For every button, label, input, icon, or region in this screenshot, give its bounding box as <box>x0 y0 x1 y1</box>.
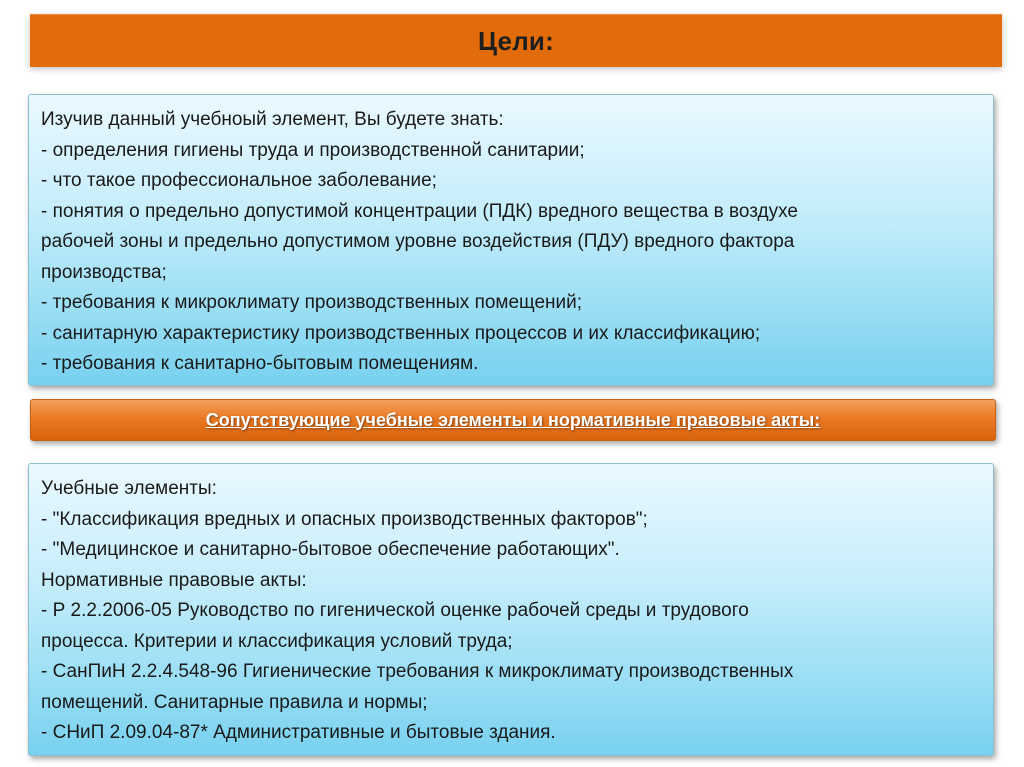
related-item-continued: помещений. Санитарные правила и нормы; <box>41 691 428 713</box>
goals-item: - требования к микроклимату производственных помещений; <box>41 292 583 313</box>
goals-item: - определения гигиены труда и производственной санитарии; <box>41 139 585 161</box>
title-bar <box>30 14 1002 67</box>
related-item: - "Классификация вредных и опасных производственных факторов"; <box>41 508 648 530</box>
goals-item-continued: рабочей зоны и предельно допустимом уровне воздействия (ПДУ) вредного фактора <box>41 231 795 252</box>
goals-item: - понятия о предельно допустимой концентрации (ПДК) вредного вещества в воздухе <box>41 200 798 222</box>
goals-item: - санитарную характеристику производственных процессов и их классификацию; <box>41 322 761 344</box>
page-title: Цели: <box>478 25 554 56</box>
related-panel <box>28 463 994 756</box>
related-section-label: Учебные элементы: <box>41 478 217 499</box>
related-item: - Р 2.2.2006-05 Руководство по гигенической оценке рабочей среды и трудового <box>41 600 749 621</box>
related-section-label: Нормативные правовые акты: <box>41 569 307 591</box>
goals-panel <box>28 94 994 386</box>
related-item: - "Медицинское и санитарно-бытовое обеспечение работающих". <box>41 539 620 560</box>
goals-item: - требования к санитарно-бытовым помещениям. <box>41 353 479 374</box>
goals-item-continued: производства; <box>41 261 167 283</box>
related-item: - СНиП 2.09.04-87* Административные и бытовые здания. <box>41 722 556 743</box>
goals-intro: Изучив данный учебноый элемент, Вы будете знать: <box>41 109 504 130</box>
related-item: - СанПиН 2.2.4.548-96 Гигиенические требования к микроклимату производственных <box>41 661 794 682</box>
related-heading-bar <box>30 399 996 441</box>
goals-item: - что такое профессиональное заболевание; <box>41 170 437 191</box>
related-heading: Сопутствующие учебные элементы и нормативные правовые акты: <box>205 409 821 430</box>
related-item-continued: процесса. Критерии и классификация условий труда; <box>41 630 513 652</box>
